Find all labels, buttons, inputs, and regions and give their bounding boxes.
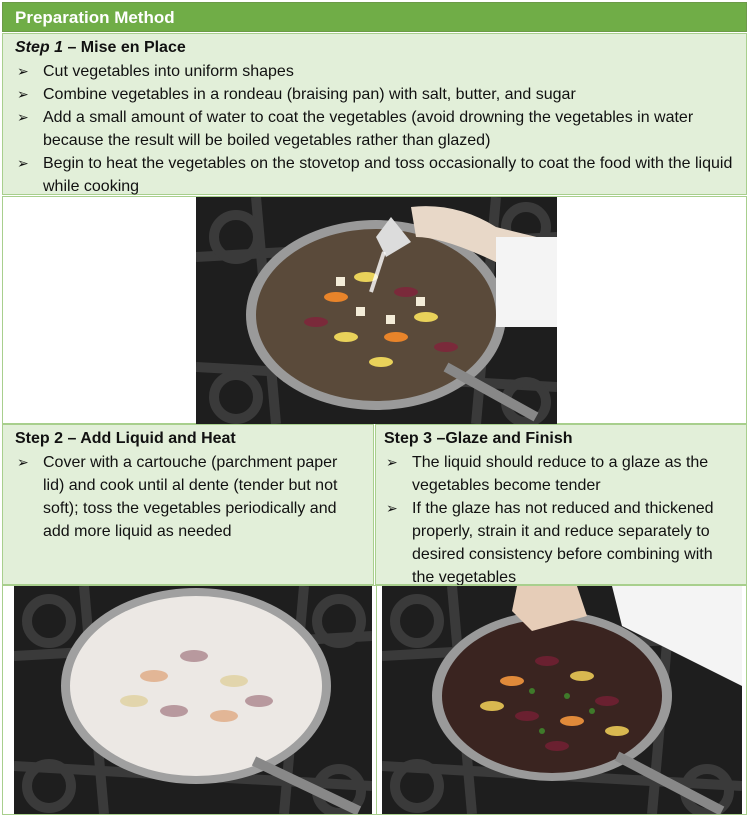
arrow-bullet-icon: ➢: [17, 454, 29, 470]
step3-item-text: The liquid should reduce to a glaze as the vegetables become tender: [412, 454, 709, 494]
step1-item: [15, 152, 734, 198]
arrow-bullet-icon: ➢: [17, 155, 29, 171]
step3-cell: [375, 424, 747, 585]
step3-list: [384, 451, 738, 589]
step1-cell: [2, 33, 747, 195]
pan-of-vegetables-with-seasoning-icon: [196, 197, 557, 424]
step1-item-text: Add a small amount of water to coat the vegetables (avoid drowning the vegetables in water because the result will be boiled vegetables rather than glazed): [43, 109, 694, 149]
step1-item-text: Combine vegetables in a rondeau (braising pan) with salt, butter, and sugar: [43, 86, 576, 103]
step1-title-rest: – Mise en Place: [63, 39, 186, 56]
step1-list: [15, 60, 734, 198]
step1-title: [15, 36, 734, 60]
step3-item-text: If the glaze has not reduced and thickened properly, strain it and reduce separately to desired consistency before combining with the vegetables: [412, 500, 714, 586]
arrow-bullet-icon: ➢: [386, 500, 398, 516]
step2-title: Step 2 – Add Liquid and Heat: [15, 430, 236, 447]
arrow-bullet-icon: ➢: [17, 63, 29, 79]
step2-item: [15, 451, 361, 543]
step1-item-text: Cut vegetables into uniform shapes: [43, 63, 294, 80]
arrow-bullet-icon: ➢: [17, 109, 29, 125]
arrow-bullet-icon: ➢: [17, 86, 29, 102]
step3-item: [384, 451, 738, 497]
pan-of-glazed-vegetables-with-herbs-icon: [382, 586, 742, 814]
step3-title: Step 3 –Glaze and Finish: [384, 430, 573, 447]
step1-item-text: Begin to heat the vegetables on the stovetop and toss occasionally to coat the food with the liquid while cooking: [43, 155, 733, 195]
step2-item-text: Cover with a cartouche (parchment paper lid) and cook until al dente (tender but not soft); toss the vegetables periodically and add more liquid as needed: [43, 454, 338, 540]
step2-list: [15, 451, 361, 543]
section-header: [2, 2, 747, 32]
step1-item: [15, 83, 734, 106]
step1-title-prefix: Step 1: [15, 39, 64, 56]
step1-item: [15, 60, 734, 83]
cell-divider: [376, 586, 377, 814]
arrow-bullet-icon: ➢: [386, 454, 398, 470]
photo1-row: [2, 196, 747, 424]
pan-with-parchment-cartouche-icon: [14, 586, 372, 814]
step1-item: [15, 106, 734, 152]
step3-item: [384, 497, 738, 589]
step2-cell: [2, 424, 374, 585]
section-title: Preparation Method: [15, 8, 175, 27]
